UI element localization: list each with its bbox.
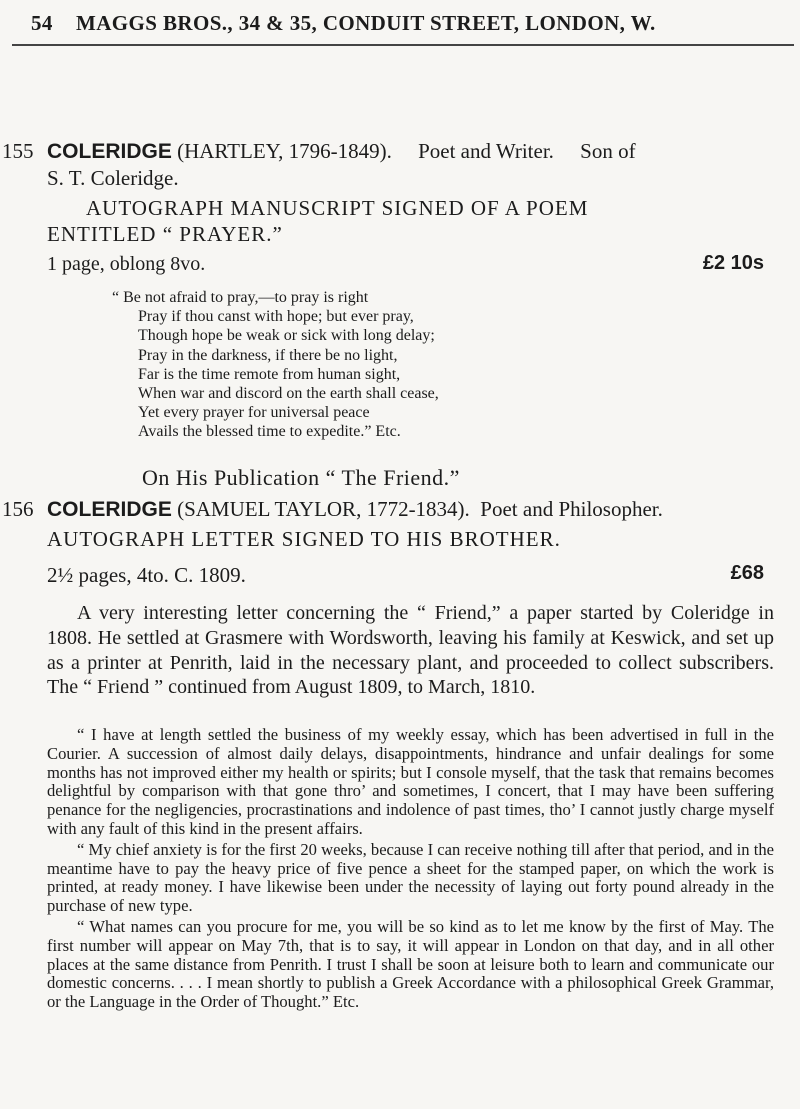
entry-description: A very interesting letter concerning the “ Friend,” a paper started by Coleridge in 1808. He settled at Grasmere with Wordsworth, leaving his family at Keswick, and set up as a printer at Penrith, laid in the necessary plant, and proceeded to collect subscribers. The “ Friend ” continued from August 1809, to March, 1810. [47, 602, 774, 699]
entry-description-line1: AUTOGRAPH LETTER SIGNED TO HIS BROTHER. [47, 527, 561, 551]
entry-format: 1 page, oblong 8vo. [47, 253, 206, 275]
poem-line: Far is the time remote from human sight, [138, 365, 401, 383]
poem-line: Pray in the darkness, if there be no light, [138, 346, 398, 364]
header-divider [12, 44, 794, 46]
entry-title [47, 497, 663, 522]
entry-number: 156 [2, 497, 34, 521]
entry-name: COLERIDGE [47, 140, 172, 163]
entry-name: COLERIDGE [47, 498, 172, 521]
entry-description-line1: AUTOGRAPH MANUSCRIPT SIGNED OF A POEM [86, 196, 589, 220]
entry-format: 2½ pages, 4to. C. 1809. [47, 563, 246, 587]
letter-paragraph: “ What names can you procure for me, you will be so kind as to let me know by the first of May. The first number will appear on May 7th, that is to say, it will appear in London on that day, and in all other places at the same distance from Penrith. I trust I shall be soon at leisure both to learn and communicate our domestic concerns. . . . I mean shortly to publish a Greek Accordance with a philosophical Greek Grammar, or the Language in the Order of Thought.” Etc. [47, 916, 774, 1012]
poem-line: Pray if thou canst with hope; but ever pray, [138, 308, 414, 326]
entry-price: £68 [730, 562, 764, 584]
page-number: 54 [31, 11, 53, 35]
poem-line: Avails the blessed time to expedite.” Etc. [138, 423, 401, 441]
entry-number: 155 [2, 139, 34, 163]
entry-title-rest: (SAMUEL TAYLOR, 1772-1834). Poet and Philosopher. [171, 497, 663, 521]
poem-line: Yet every prayer for universal peace [138, 404, 370, 422]
publisher-address: MAGGS BROS., 34 & 35, CONDUIT STREET, LONDON, W. [76, 11, 656, 35]
poem-line: Though hope be weak or sick with long delay; [138, 327, 435, 345]
letter-paragraph: “ I have at length settled the business of my weekly essay, which has been advertised in full in the Courier. A succession of almost daily delays, disappointments, hindrance and unfair dealings for some months has not improved either my health or spirits; but I console myself, that the task that remains becomes delightful by comparison with that gone thro’ and sometimes, I concert, that I may have been suffering penance for the negligencies, procrastinations and indolence of past times, tho’ I cannot justly charge myself with any fault of this kind in the present affairs. [47, 725, 774, 838]
entry-title-rest: (HARTLEY, 1796-1849). Poet and Writer. Son of [171, 139, 636, 163]
poem-line: When war and discord on the earth shall cease, [138, 385, 439, 403]
section-heading: On His Publication “ The Friend.” [142, 465, 460, 490]
letter-paragraph: “ My chief anxiety is for the first 20 weeks, because I can receive nothing till after that period, and in the meantime have to pay the heavy price of five pence a sheet for the stamped paper, on which the work is printed, at ready money. I have likewise been under the necessity of laying out forty pound already in the purchase of new type. [47, 839, 774, 916]
poem-line: “ Be not afraid to pray,—to pray is right [112, 289, 369, 306]
entry-price: £2 10s [702, 252, 764, 274]
entry-title [47, 139, 636, 164]
page-header [31, 11, 771, 36]
letter-quote [47, 726, 774, 1014]
poem-quote [112, 288, 439, 442]
entry-description-line2: ENTITLED “ PRAYER.” [47, 222, 283, 246]
entry-title-line2: S. T. Coleridge. [47, 166, 179, 190]
